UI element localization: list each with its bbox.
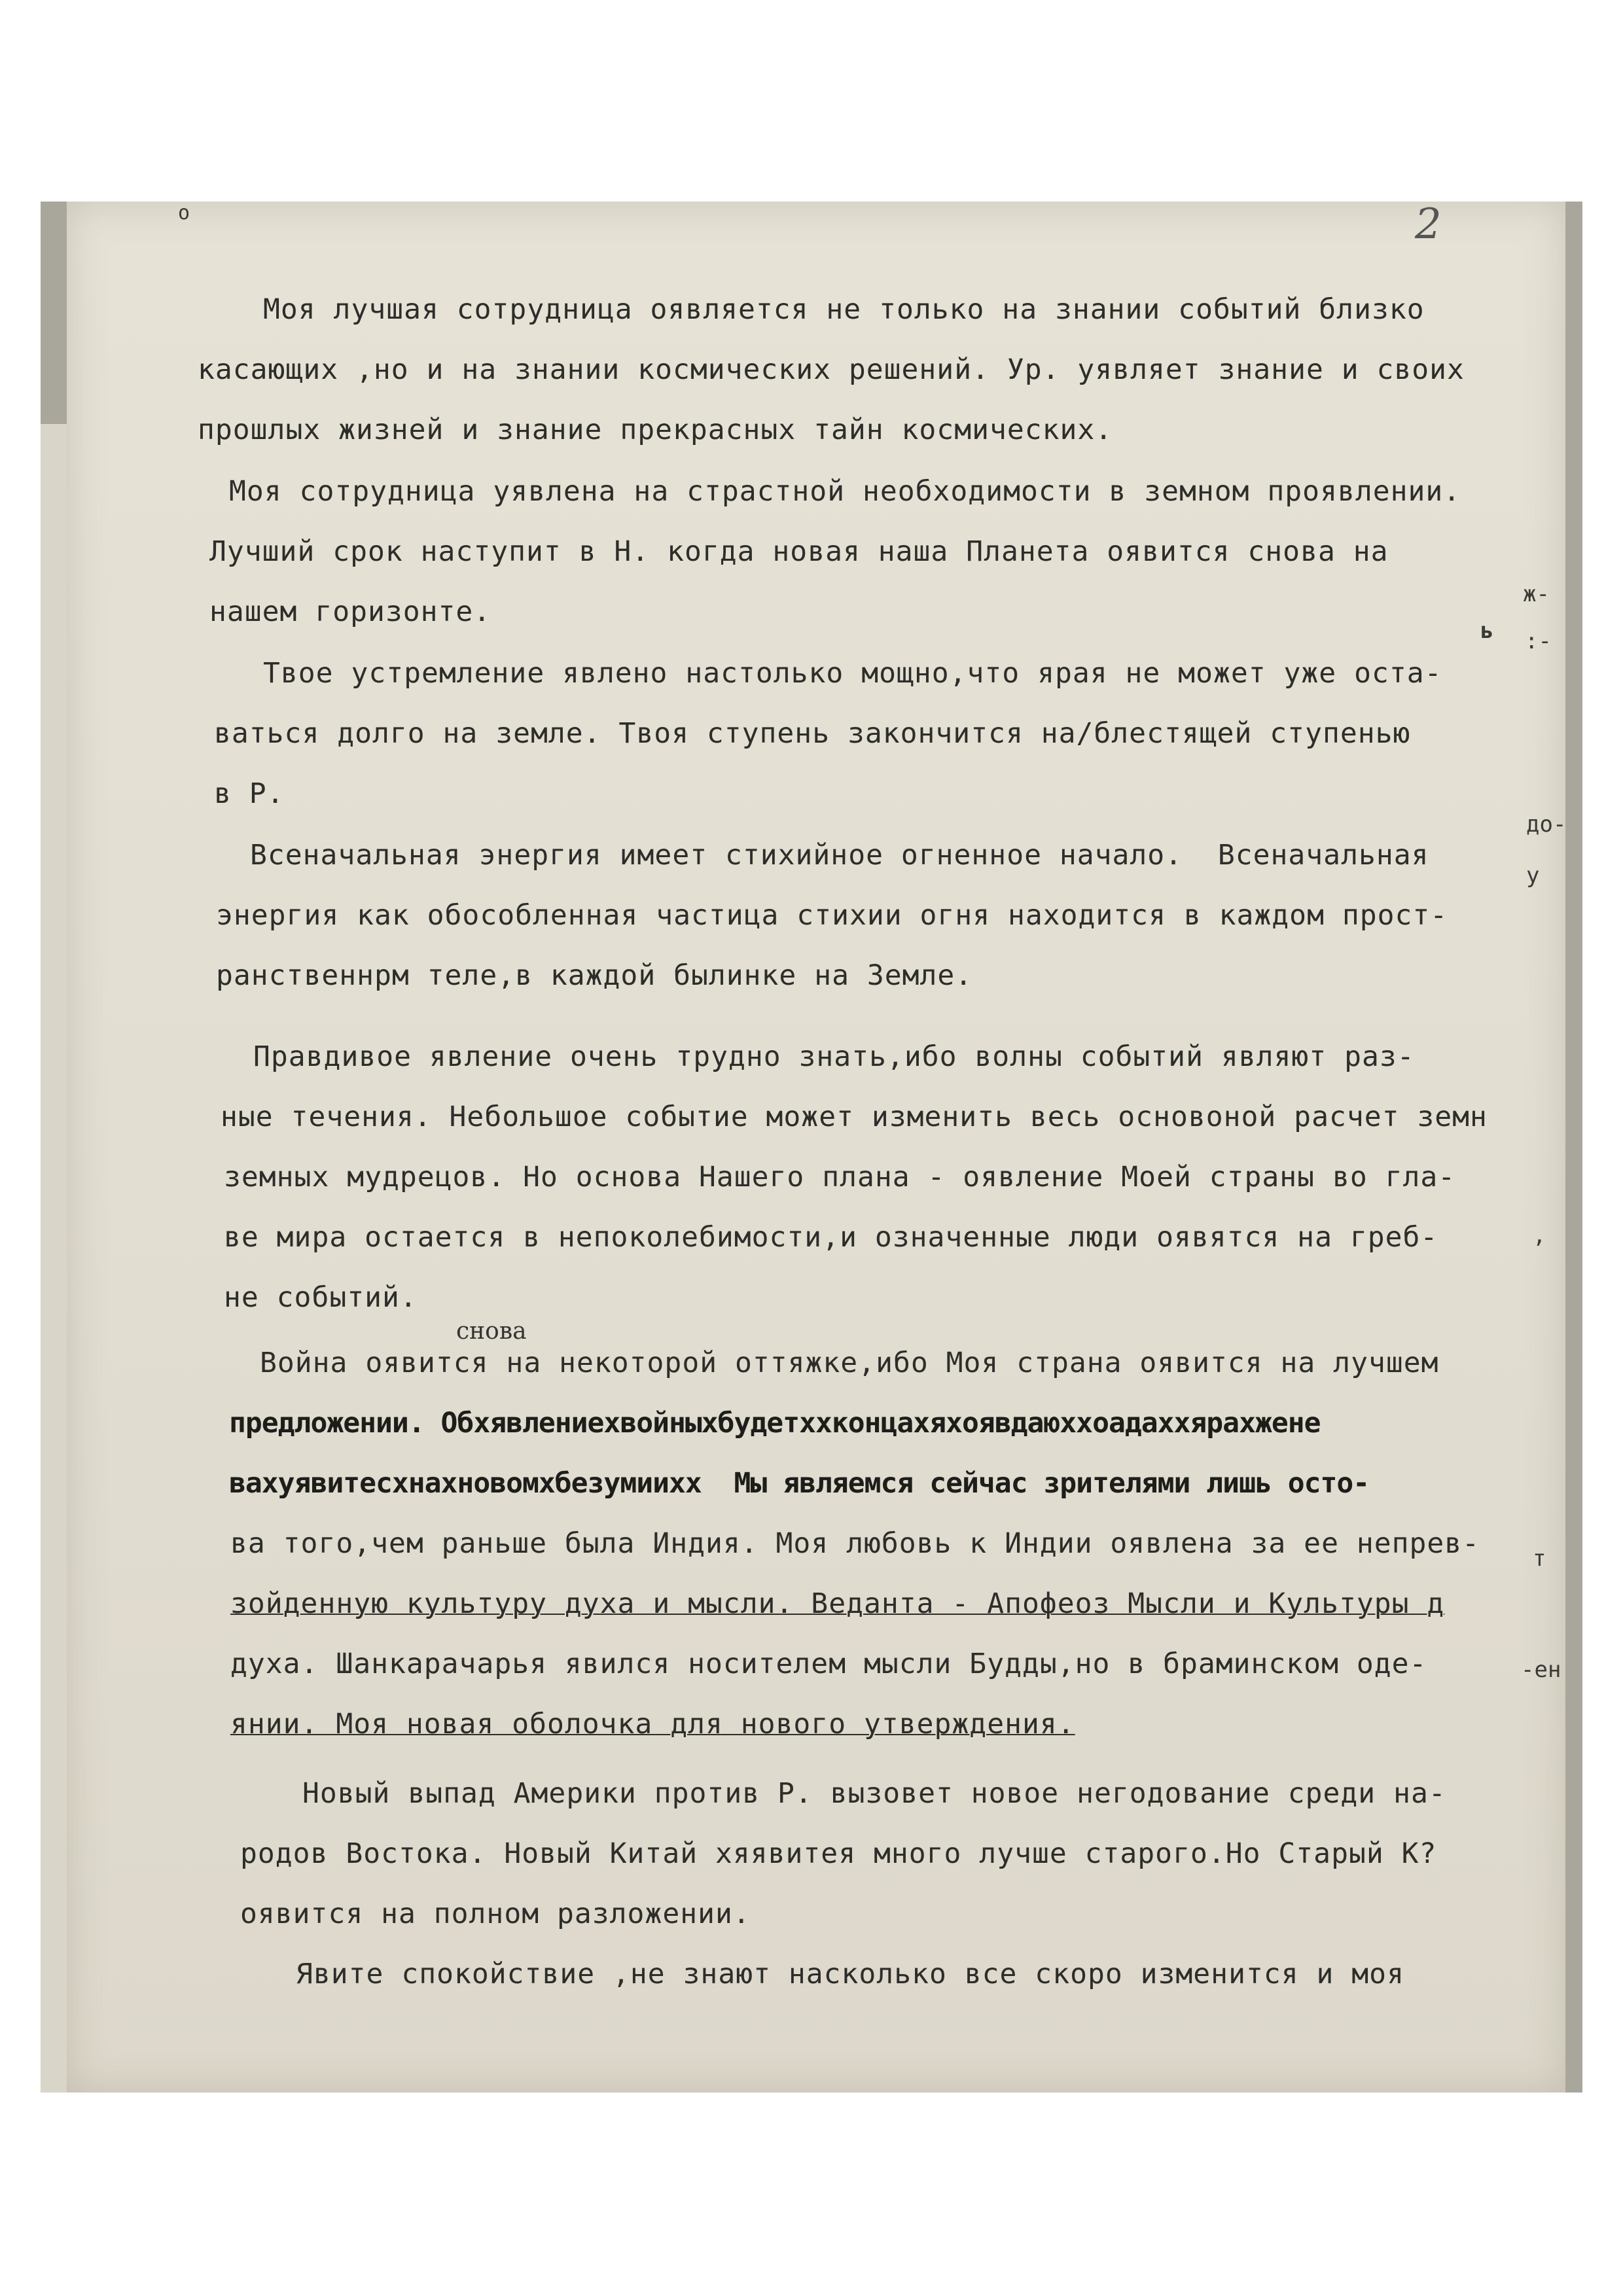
margin-note: ж- [1523, 581, 1550, 607]
text-line: энергия как обособленная частица стихии огня находится в каждом прост- [216, 899, 1448, 932]
margin-note: ь [1480, 618, 1494, 644]
text-line: касающих ,но и на знании космических решений. Ур. уявляет знание и своих [198, 353, 1465, 386]
typewritten-page [67, 202, 1565, 2093]
text-line: земных мудрецов. Но основа Нашего плана - оявление Моей страны во гла- [224, 1161, 1456, 1193]
margin-mark-left: о [178, 202, 190, 224]
text-line: ва того,чем раньше была Индия. Моя любовь к Индии оявлена за ее непрев- [230, 1527, 1480, 1560]
text-line: не событий. [224, 1281, 418, 1314]
margin-note: т [1533, 1545, 1546, 1572]
text-line: ве мира остается в непоколебимости,и означенные люди оявятся на греб- [224, 1221, 1438, 1254]
text-line: Новый выпад Америки против Р. вызовет новое негодование среди на- [302, 1777, 1446, 1810]
underlined-text-line: зойденную культуру духа и мысли. Веданта - Апофеоз Мысли и Культуры д [230, 1587, 1445, 1620]
document-scan [41, 202, 1582, 2093]
text-line: Твое устремление явлено настолько мощно,что ярая не может уже оста- [263, 657, 1442, 690]
handwritten-insert: снова [456, 1318, 527, 1345]
text-line: Моя лучшая сотрудница оявляется не только на знании событий близко [263, 293, 1425, 326]
text-line: Война оявится на некоторой оттяжке,ибо Моя страна оявится на лучшем [260, 1347, 1439, 1379]
text-line: ваться долго на земле. Твоя ступень закончится на/блестящей ступенью [214, 717, 1411, 750]
text-line: нашем горизонте. [209, 595, 491, 628]
margin-note: , [1533, 1222, 1546, 1248]
text-line: Явите спокойствие ,не знают насколько все скоро изменится и моя [296, 1958, 1404, 1990]
text-line: Моя сотрудница уявлена на страстной необходимости в земном проявлении. [229, 475, 1461, 508]
text-line: родов Востока. Новый Китай хяявитея много лучше старого.Но Старый К? [240, 1837, 1437, 1870]
text-line: Правдивое явление очень трудно знать,ибо волны событий являют раз- [253, 1040, 1415, 1073]
margin-note: у [1526, 862, 1540, 889]
underlined-text-line: янии. Моя новая оболочка для нового утверждения. [230, 1708, 1075, 1740]
margin-note: -ен [1521, 1657, 1561, 1683]
text-line: Всеначальная энергия имеет стихийное огненное начало. Всеначальная [250, 839, 1429, 872]
struck-through-line: предложении. Обхявлениехвойныхбудетххконцахяхоявдаюххоадаххярахжене [229, 1407, 1321, 1439]
page-number: 2 [1415, 202, 1442, 249]
text-line: оявится на полном разложении. [240, 1898, 751, 1930]
margin-note: :- [1525, 628, 1552, 654]
text-line: ранственнрм теле,в каждой былинке на Земле. [216, 959, 973, 992]
text-line: Лучший срок наступит в Н. когда новая наша Планета оявится снова на [209, 535, 1389, 568]
text-line: в Р. [214, 777, 285, 810]
text-line: ные течения. Небольшое событие может изменить весь основоной расчет земн [221, 1101, 1488, 1133]
text-line: духа. Шанкарачарья явился носителем мысли Будды,но в браминском оде- [230, 1648, 1427, 1680]
text-line: прошлых жизней и знание прекрасных тайн космических. [198, 414, 1113, 446]
margin-note: до- [1526, 811, 1567, 838]
struck-through-line: вахуявитесхнахновомхбезумиихх Мы являемся сейчас зрителями лишь осто- [229, 1467, 1370, 1500]
